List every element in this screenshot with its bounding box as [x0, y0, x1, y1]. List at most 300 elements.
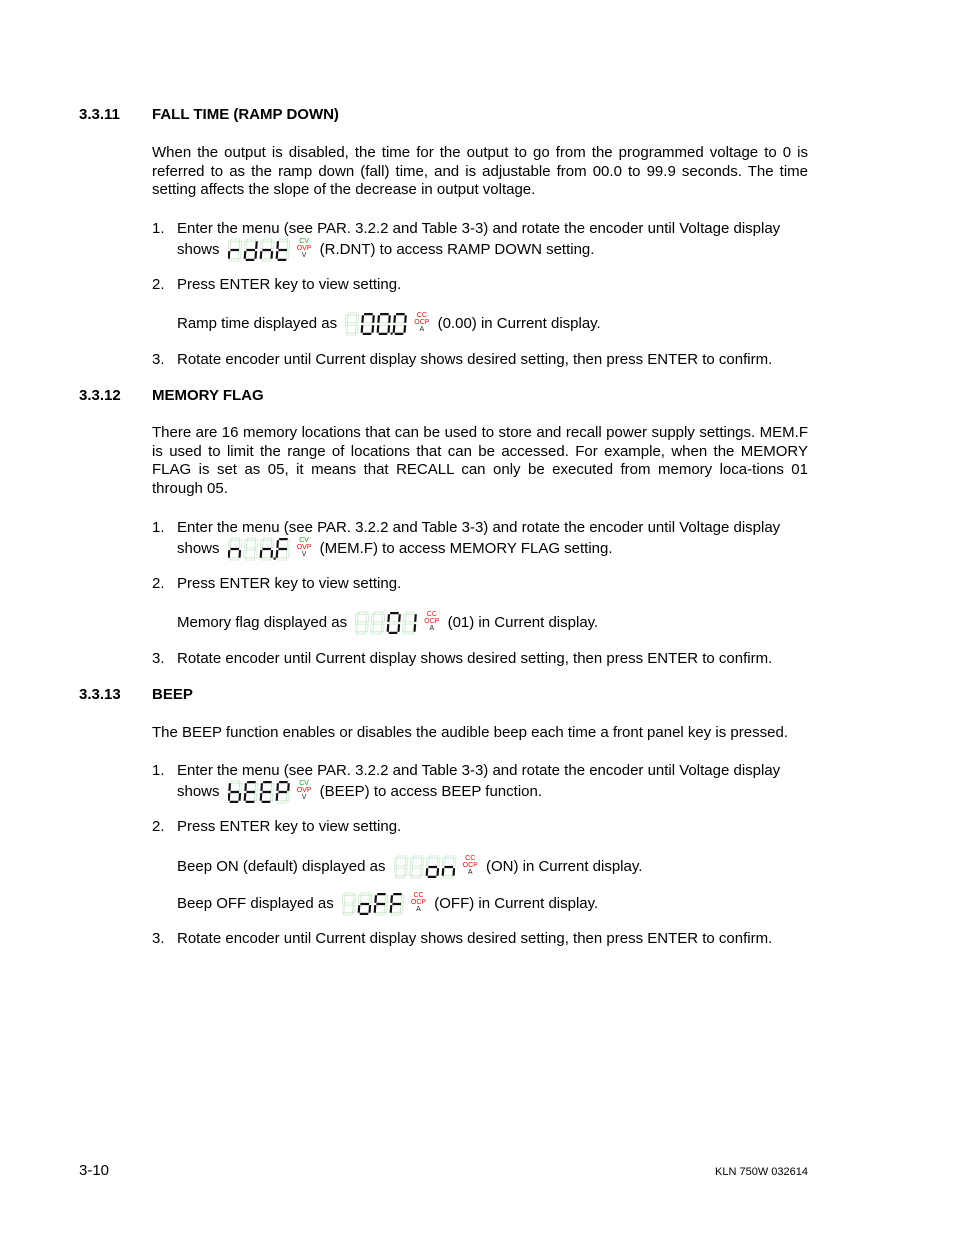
- display-line-before: Beep OFF displayed as: [177, 894, 334, 912]
- segment: [238, 550, 241, 558]
- digit: [275, 538, 290, 560]
- seven-segment-digits: [355, 611, 421, 635]
- seven-segment-digits: [228, 238, 294, 262]
- segment: [287, 783, 290, 791]
- voltage-display-icon: [228, 537, 312, 561]
- segment: [276, 241, 279, 249]
- indicator-line2: OVP: [296, 787, 312, 794]
- indicator-line1: CV: [299, 780, 309, 787]
- segment: [358, 612, 367, 614]
- segment: [385, 895, 388, 903]
- segment: [286, 550, 289, 558]
- indicator-line2: OCP: [414, 319, 430, 326]
- segment: [396, 313, 405, 315]
- step-1: [152, 518, 812, 558]
- step-text: Enter the menu (see PAR. 3.2.2 and Table 3-3) and rotate the encoder until Voltage display: [177, 519, 781, 536]
- segment: [400, 905, 403, 913]
- segment: [228, 783, 231, 791]
- segment: [239, 241, 242, 249]
- indicator-unit: A: [419, 326, 425, 333]
- segment: [262, 249, 271, 251]
- segment: [271, 241, 274, 249]
- seven-segment-digits: [228, 780, 294, 804]
- segment: [245, 801, 254, 803]
- digit: [403, 612, 418, 634]
- segment: [286, 251, 289, 259]
- voltage-display-icon: [228, 238, 312, 262]
- segment: [376, 903, 385, 905]
- digit: [373, 893, 388, 915]
- segment: [356, 614, 359, 622]
- digit: [345, 313, 359, 335]
- indicator-labels: [297, 238, 312, 259]
- decimal-point: [273, 558, 275, 560]
- segment: [357, 632, 366, 634]
- segment: [390, 622, 399, 624]
- segment: [245, 558, 254, 560]
- segment: [231, 538, 240, 540]
- digit: [259, 538, 274, 560]
- segment: [453, 858, 456, 866]
- step-text: Enter the menu (see PAR. 3.2.2 and Table 3-3) and rotate the encoder until Voltage display: [177, 762, 781, 779]
- step-text: Rotate encoder until Current display shows desired setting, then press ENTER to confirm.: [177, 930, 773, 947]
- step-number: 2.: [152, 818, 165, 835]
- decimal-point: [391, 333, 393, 335]
- step-number: 1.: [152, 220, 165, 237]
- segment: [271, 540, 274, 548]
- digit: [243, 239, 258, 261]
- segment: [395, 876, 404, 878]
- segment: [396, 323, 405, 325]
- segment: [364, 313, 373, 315]
- segment: [425, 868, 428, 876]
- segment: [452, 868, 455, 876]
- step-text-after: (R.DNT) to access RAMP DOWN setting.: [319, 240, 595, 258]
- segment: [246, 791, 255, 793]
- step-number: 1.: [152, 519, 165, 536]
- segment: [380, 323, 389, 325]
- segment: [364, 323, 373, 325]
- digit: [243, 781, 258, 803]
- segment: [262, 548, 271, 550]
- segment: [270, 251, 273, 259]
- step-text: Press ENTER key to view setting.: [177, 818, 402, 835]
- current-display-icon: [355, 611, 439, 635]
- segment: [244, 241, 247, 249]
- segment: [404, 868, 407, 876]
- segment: [230, 791, 239, 793]
- section-number: 3.3.13: [79, 686, 121, 703]
- digit: [342, 893, 356, 915]
- segment: [356, 325, 359, 333]
- segment: [270, 550, 273, 558]
- digit: [425, 856, 440, 878]
- segment: [255, 540, 258, 548]
- segment: [261, 801, 270, 803]
- segment: [382, 624, 385, 632]
- segment: [231, 239, 240, 241]
- segment: [278, 249, 287, 251]
- segment: [342, 905, 344, 913]
- indicator-unit: V: [301, 794, 307, 801]
- segment: [254, 793, 257, 801]
- segment: [442, 858, 445, 866]
- segment: [368, 905, 371, 913]
- segment: [229, 259, 238, 261]
- segment: [245, 259, 254, 261]
- step-number: 3.: [152, 351, 165, 368]
- section-number: 3.3.11: [79, 106, 120, 123]
- segment: [377, 325, 380, 333]
- segment: [254, 251, 257, 259]
- segment: [414, 624, 417, 632]
- segment: [378, 315, 381, 323]
- segment: [255, 241, 258, 249]
- step-text-after: (BEEP) to access BEEP function.: [319, 782, 542, 800]
- segment: [279, 239, 288, 241]
- indicator-line1: CV: [299, 238, 309, 245]
- segment: [394, 868, 396, 876]
- segment: [344, 903, 353, 905]
- indicator-labels: [411, 892, 426, 913]
- segment: [276, 783, 279, 791]
- segment: [275, 793, 278, 801]
- section-intro: The BEEP function enables or disables the audible beep each time a front panel key is pressed.: [152, 724, 788, 741]
- segment: [228, 251, 230, 259]
- section-number: 3.3.12: [79, 387, 121, 404]
- indicator-labels: [463, 855, 478, 876]
- segment: [429, 856, 438, 858]
- digit: [361, 313, 376, 335]
- digit: [371, 612, 386, 634]
- step-text-shows: shows: [177, 782, 220, 800]
- segment: [393, 893, 402, 895]
- segment: [270, 793, 273, 801]
- segment: [278, 548, 287, 550]
- segment: [347, 333, 356, 335]
- segment: [260, 783, 263, 791]
- segment: [420, 868, 423, 876]
- display-line-after: (ON) in Current display.: [485, 857, 643, 875]
- seven-segment-digits: [394, 855, 460, 879]
- segment: [372, 315, 375, 323]
- segment: [263, 781, 272, 783]
- segment: [380, 313, 389, 315]
- segment: [346, 315, 349, 323]
- digit: [228, 538, 242, 560]
- segment: [427, 876, 436, 878]
- step-3: [152, 649, 812, 668]
- segment: [243, 793, 246, 801]
- segment: [352, 905, 355, 913]
- segment: [286, 793, 289, 801]
- indicator-labels: [297, 780, 312, 801]
- step-number: 2.: [152, 276, 165, 293]
- segment: [405, 858, 408, 866]
- step-3: [152, 929, 812, 948]
- segment: [263, 239, 272, 241]
- digit: [275, 781, 290, 803]
- document-id: KLN 750W 032614: [715, 1166, 808, 1178]
- segment: [406, 622, 415, 624]
- segment: [405, 632, 414, 634]
- segment: [376, 913, 385, 915]
- segment: [404, 325, 407, 333]
- segment: [394, 315, 397, 323]
- step-text: Rotate encoder until Current display shows desired setting, then press ENTER to confirm.: [177, 650, 773, 667]
- digit: [393, 313, 408, 335]
- segment: [366, 624, 369, 632]
- segment: [369, 895, 372, 903]
- segment: [356, 315, 359, 323]
- digit: [275, 239, 290, 261]
- digit: [389, 893, 404, 915]
- segment: [358, 895, 361, 903]
- display-line-after: (OFF) in Current display.: [434, 894, 599, 912]
- segment: [421, 858, 424, 866]
- segment: [348, 323, 357, 325]
- segment: [390, 905, 393, 913]
- segment: [228, 540, 231, 548]
- segment: [276, 540, 279, 548]
- step-1: [152, 219, 812, 259]
- segment: [362, 315, 365, 323]
- step-2: [152, 817, 812, 836]
- segment: [443, 876, 452, 878]
- step-text: Press ENTER key to view setting.: [177, 276, 402, 293]
- segment: [277, 259, 286, 261]
- segment: [404, 614, 407, 622]
- page-number: 3-10: [79, 1162, 110, 1179]
- segment: [246, 249, 255, 251]
- segment: [437, 858, 440, 866]
- indicator-unit: A: [467, 869, 473, 876]
- segment: [287, 540, 290, 548]
- segment: [238, 793, 241, 801]
- segment: [229, 801, 238, 803]
- segment: [361, 893, 370, 895]
- segment: [398, 624, 401, 632]
- step-text-shows: shows: [177, 539, 220, 557]
- display-line-before: Memory flag displayed as: [177, 613, 348, 631]
- segment: [392, 913, 401, 915]
- segment: [275, 550, 278, 558]
- segment: [395, 333, 404, 335]
- indicator-unit: V: [301, 252, 307, 259]
- segment: [428, 866, 437, 868]
- segment: [436, 868, 439, 876]
- segment: [358, 622, 367, 624]
- indicator-line2: OCP: [424, 618, 440, 625]
- segment: [345, 893, 354, 895]
- section-intro: When the output is disabled, the time for the output to go from the programmed voltage to 0 is referred to as the ramp down (fall) time, and is adjustable from 00.0 to 99.9 seconds. The time setting affects the slope of the decrease in output voltage.: [152, 144, 808, 198]
- section-title: FALL TIME (RAMP DOWN): [152, 106, 339, 123]
- seven-segment-digits: [345, 312, 411, 336]
- segment: [413, 856, 422, 858]
- segment: [374, 905, 377, 913]
- segment: [360, 903, 369, 905]
- indicator-line1: CV: [299, 537, 309, 544]
- segment: [345, 325, 347, 333]
- step-2: [152, 574, 812, 593]
- segment: [260, 540, 263, 548]
- segment: [397, 856, 406, 858]
- segment: [348, 313, 357, 315]
- digit: [441, 856, 456, 878]
- segment: [389, 632, 398, 634]
- segment: [277, 801, 286, 803]
- segment: [384, 905, 387, 913]
- indicator-labels: [414, 312, 429, 333]
- segment: [371, 624, 374, 632]
- segment: [277, 558, 286, 560]
- step-number: 1.: [152, 762, 165, 779]
- segment: [263, 538, 272, 540]
- digit: [228, 239, 242, 261]
- segment: [394, 858, 397, 866]
- segment: [279, 538, 288, 540]
- segment: [372, 325, 375, 333]
- step-2: [152, 275, 812, 294]
- digit: [394, 856, 408, 878]
- segment: [361, 325, 364, 333]
- segment: [229, 558, 238, 560]
- segment: [259, 793, 262, 801]
- segment: [379, 333, 388, 335]
- segment: [444, 866, 453, 868]
- segment: [231, 781, 240, 783]
- section-intro: There are 16 memory locations that can be used to store and recall power supply settings. MEM.F is used to limit the range of locations that can be accessed. For example, when the MEMORY FLAG is set as 05, it means that RECALL can only be executed from memory loca-tions 01 through 05.: [152, 424, 808, 497]
- segment: [392, 903, 401, 905]
- segment: [374, 622, 383, 624]
- section-title: MEMORY FLAG: [152, 387, 264, 404]
- segment: [358, 905, 361, 913]
- indicator-line2: OVP: [296, 245, 312, 252]
- segment: [366, 614, 369, 622]
- digit: [259, 781, 274, 803]
- segment: [410, 858, 413, 866]
- segment: [244, 783, 247, 791]
- segment: [228, 241, 231, 249]
- segment: [388, 614, 391, 622]
- segment: [261, 259, 270, 261]
- indicator-line1: CC: [465, 855, 476, 862]
- indicator-labels: [297, 537, 312, 558]
- seven-segment-digits: [342, 892, 408, 916]
- digit: [377, 313, 392, 335]
- step-number: 3.: [152, 650, 165, 667]
- segment: [426, 858, 429, 866]
- current-display-icon: [345, 312, 429, 336]
- indicator-unit: A: [429, 625, 435, 632]
- current-display-icon: [394, 855, 478, 879]
- indicator-line2: OVP: [296, 544, 312, 551]
- display-line-after: (01) in Current display.: [447, 613, 599, 631]
- segment: [255, 783, 258, 791]
- segment: [238, 251, 241, 259]
- segment: [239, 540, 242, 548]
- segment: [374, 895, 377, 903]
- segment: [355, 624, 357, 632]
- voltage-display-icon: [228, 780, 312, 804]
- segment: [243, 251, 246, 259]
- indicator-labels: [424, 611, 439, 632]
- segment: [404, 315, 407, 323]
- seven-segment-digits: [228, 537, 294, 561]
- digit: [243, 538, 258, 560]
- indicator-line1: CC: [426, 611, 437, 618]
- step-number: 2.: [152, 575, 165, 592]
- segment: [230, 249, 239, 251]
- digit: [387, 612, 402, 634]
- step-text: Press ENTER key to view setting.: [177, 575, 402, 592]
- indicator-line2: OCP: [410, 899, 427, 906]
- segment: [372, 614, 375, 622]
- display-line-before: Ramp time displayed as: [177, 314, 338, 332]
- segment: [239, 783, 242, 791]
- segment: [344, 913, 353, 915]
- step-1: [152, 761, 812, 801]
- segment: [259, 550, 262, 558]
- indicator-unit: A: [416, 906, 421, 913]
- segment: [412, 866, 421, 868]
- step-text: Rotate encoder until Current display shows desired setting, then press ENTER to confirm.: [177, 351, 773, 368]
- segment: [401, 895, 404, 903]
- segment: [275, 251, 278, 259]
- segment: [396, 866, 405, 868]
- segment: [244, 540, 247, 548]
- step-text-after: (MEM.F) to access MEMORY FLAG setting.: [319, 539, 613, 557]
- segment: [445, 856, 454, 858]
- segment: [230, 548, 239, 550]
- segment: [259, 251, 262, 259]
- segment: [390, 895, 393, 903]
- segment: [388, 315, 391, 323]
- segment: [382, 614, 385, 622]
- segment: [342, 895, 345, 903]
- digit: [357, 893, 372, 915]
- segment: [247, 781, 256, 783]
- segment: [373, 632, 382, 634]
- segment: [377, 893, 386, 895]
- segment: [243, 550, 246, 558]
- section-title: BEEP: [152, 686, 193, 703]
- display-line-after: (0.00) in Current display.: [437, 314, 601, 332]
- digit: [259, 239, 274, 261]
- indicator-line1: CC: [413, 892, 424, 899]
- segment: [287, 241, 290, 249]
- segment: [393, 325, 396, 333]
- display-line-before: Beep ON (default) displayed as: [177, 857, 386, 875]
- digit: [409, 856, 424, 878]
- segment: [409, 868, 412, 876]
- segment: [247, 239, 256, 241]
- segment: [278, 791, 287, 793]
- segment: [279, 781, 288, 783]
- segment: [360, 913, 369, 915]
- segment: [398, 614, 401, 622]
- step-number: 3.: [152, 930, 165, 947]
- segment: [403, 624, 406, 632]
- segment: [411, 876, 420, 878]
- segment: [254, 550, 257, 558]
- current-display-icon: [342, 892, 426, 916]
- segment: [228, 550, 230, 558]
- segment: [228, 793, 230, 801]
- segment: [353, 895, 356, 903]
- segment: [406, 612, 415, 614]
- segment: [262, 791, 271, 793]
